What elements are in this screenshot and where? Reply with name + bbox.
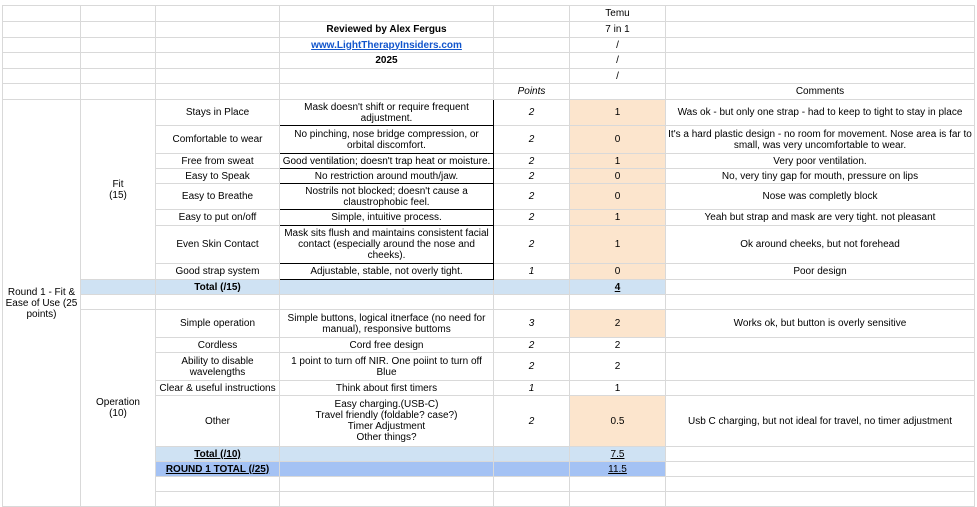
fit-total-row	[3, 280, 975, 295]
criterion-comment[interactable]: Was ok - but only one strap - had to keep to tight to stay in place	[666, 100, 975, 126]
criterion-comment[interactable]: Poor design	[666, 264, 975, 280]
criterion-desc[interactable]: Adjustable, stable, not overly tight.	[280, 264, 494, 280]
criterion-comment[interactable]: Very poor ventilation.	[666, 154, 975, 169]
header-row-2	[3, 22, 975, 38]
criterion-name[interactable]: Even Skin Contact	[156, 226, 280, 264]
criterion-desc[interactable]: Cord free design	[280, 338, 494, 353]
fit-section-label[interactable]: Fit (15)	[81, 100, 156, 280]
fit-total-value[interactable]: 4	[570, 280, 666, 295]
criterion-desc[interactable]: Nostrils not blocked; doesn't cause a claustrophobic feel.	[280, 184, 494, 210]
criterion-points[interactable]: 1	[494, 264, 570, 280]
operation-total-value[interactable]: 7.5	[570, 447, 666, 462]
criterion-score[interactable]: 0.5	[570, 396, 666, 447]
criterion-points[interactable]: 1	[494, 381, 570, 396]
criterion-comment[interactable]	[666, 338, 975, 353]
criterion-name[interactable]: Ability to disable wavelengths	[156, 353, 280, 381]
points-header[interactable]: Points	[494, 84, 570, 100]
criterion-comment[interactable]: Ok around cheeks, but not forehead	[666, 226, 975, 264]
criterion-comment[interactable]: No, very tiny gap for mouth, pressure on lips	[666, 169, 975, 184]
criterion-score[interactable]: 0	[570, 169, 666, 184]
criterion-name[interactable]: Other	[156, 396, 280, 447]
round-label[interactable]: Round 1 - Fit & Ease of Use (25 points)	[3, 100, 81, 507]
criterion-score[interactable]: 0	[570, 184, 666, 210]
criterion-comment[interactable]	[666, 381, 975, 396]
criterion-desc[interactable]: Good ventilation; doesn't trap heat or moisture.	[280, 154, 494, 169]
criterion-score[interactable]: 2	[570, 310, 666, 338]
criterion-comment[interactable]: Yeah but strap and mask are very tight. not pleasant	[666, 210, 975, 226]
criterion-name[interactable]: Stays in Place	[156, 100, 280, 126]
criterion-points[interactable]: 2	[494, 126, 570, 154]
table-row	[3, 310, 975, 338]
criterion-points[interactable]: 2	[494, 100, 570, 126]
criterion-comment[interactable]: Works ok, but button is overly sensitive	[666, 310, 975, 338]
criterion-score[interactable]: 0	[570, 126, 666, 154]
operation-section-label[interactable]: Operation (10)	[81, 310, 156, 507]
criterion-score[interactable]: 1	[570, 154, 666, 169]
criterion-name[interactable]: Easy to Speak	[156, 169, 280, 184]
criterion-score[interactable]: 1	[570, 210, 666, 226]
year-cell[interactable]: 2025	[280, 53, 494, 69]
criterion-points[interactable]: 2	[494, 184, 570, 210]
comments-header[interactable]: Comments	[666, 84, 975, 100]
criterion-name[interactable]: Clear & useful instructions	[156, 381, 280, 396]
criterion-name[interactable]: Comfortable to wear	[156, 126, 280, 154]
criterion-desc[interactable]: Simple, intuitive process.	[280, 210, 494, 226]
criterion-points[interactable]: 2	[494, 338, 570, 353]
criterion-score[interactable]: 2	[570, 338, 666, 353]
criterion-desc[interactable]: Think about first timers	[280, 381, 494, 396]
criterion-name[interactable]: Good strap system	[156, 264, 280, 280]
product-name-cell[interactable]: Temu	[570, 6, 666, 22]
review-spreadsheet	[2, 5, 975, 507]
header-row-1	[3, 6, 975, 22]
criterion-name[interactable]: Free from sweat	[156, 154, 280, 169]
criterion-points[interactable]: 2	[494, 353, 570, 381]
slash-cell-2[interactable]: /	[570, 53, 666, 69]
criterion-points[interactable]: 2	[494, 169, 570, 184]
round-total-label[interactable]: ROUND 1 TOTAL (/25)	[156, 462, 280, 477]
criterion-points[interactable]: 2	[494, 154, 570, 169]
criterion-score[interactable]: 1	[570, 381, 666, 396]
criterion-score[interactable]: 0	[570, 264, 666, 280]
criterion-name[interactable]: Easy to put on/off	[156, 210, 280, 226]
header-row-5	[3, 69, 975, 84]
criterion-desc[interactable]: Simple buttons, logical itnerface (no need for manual), responsive buttoms	[280, 310, 494, 338]
criterion-desc[interactable]: 1 point to turn off NIR. One poiint to turn off Blue	[280, 353, 494, 381]
criterion-points[interactable]: 2	[494, 396, 570, 447]
criterion-score[interactable]: 1	[570, 226, 666, 264]
criterion-comment[interactable]: Nose was completly block	[666, 184, 975, 210]
criterion-comment[interactable]: It's a hard plastic design - no room for movement. Nose area is far to small, was very uncomfortable to wear.	[666, 126, 975, 154]
criterion-comment[interactable]: Usb C charging, but not ideal for travel, no timer adjustment	[666, 396, 975, 447]
criterion-desc[interactable]: Mask sits flush and maintains consistent facial contact (especially around the nose and cheeks).	[280, 226, 494, 264]
criterion-desc[interactable]: Mask doesn't shift or require frequent adjustment.	[280, 100, 494, 126]
criterion-name[interactable]: Simple operation	[156, 310, 280, 338]
table-row	[3, 100, 975, 126]
website-link[interactable]: www.LightTherapyInsiders.com	[311, 39, 462, 51]
criterion-name[interactable]: Easy to Breathe	[156, 184, 280, 210]
criterion-points[interactable]: 2	[494, 210, 570, 226]
criterion-name[interactable]: Cordless	[156, 338, 280, 353]
criterion-score[interactable]: 1	[570, 100, 666, 126]
spacer-row	[3, 295, 975, 310]
criterion-desc[interactable]: No pinching, nose bridge compression, or orbital discomfort.	[280, 126, 494, 154]
fit-total-label[interactable]: Total (/15)	[156, 280, 280, 295]
product-type-cell[interactable]: 7 in 1	[570, 22, 666, 38]
criterion-points[interactable]: 3	[494, 310, 570, 338]
criterion-score[interactable]: 2	[570, 353, 666, 381]
slash-cell-3[interactable]: /	[570, 69, 666, 84]
round-total-value[interactable]: 11.5	[570, 462, 666, 477]
criterion-desc[interactable]: Easy charging.(USB-C) Travel friendly (foldable? case?) Timer Adjustment Other things?	[280, 396, 494, 447]
slash-cell-1[interactable]: /	[570, 38, 666, 53]
criterion-points[interactable]: 2	[494, 226, 570, 264]
column-header-row	[3, 84, 975, 100]
header-row-3	[3, 38, 975, 53]
operation-total-label[interactable]: Total (/10)	[156, 447, 280, 462]
reviewer-cell[interactable]: Reviewed by Alex Fergus	[280, 22, 494, 38]
criterion-comment[interactable]	[666, 353, 975, 381]
header-row-4	[3, 53, 975, 69]
criterion-desc[interactable]: No restriction around mouth/jaw.	[280, 169, 494, 184]
